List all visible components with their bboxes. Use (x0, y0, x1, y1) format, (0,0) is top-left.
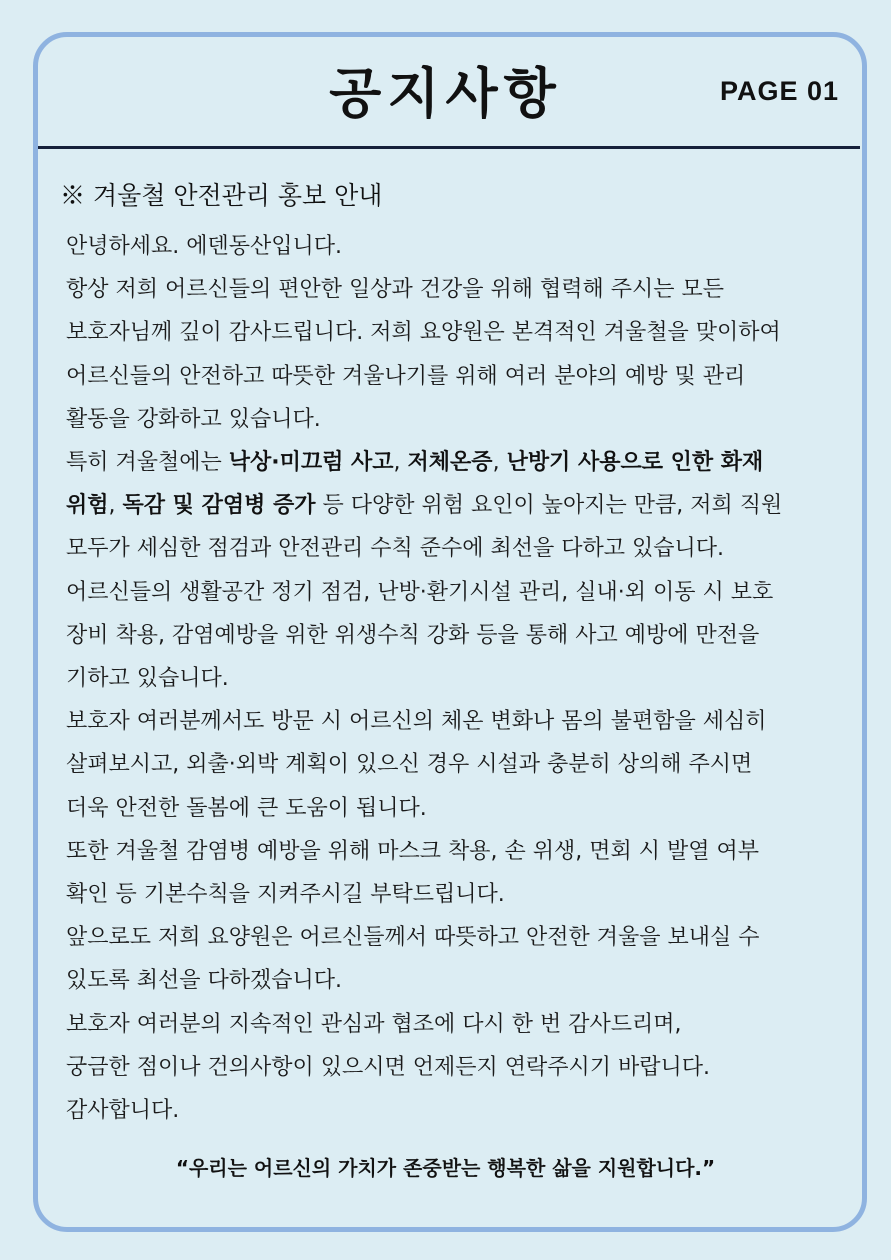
title-divider (38, 146, 860, 149)
body-line: 기하고 있습니다. (66, 666, 229, 692)
body-line: 안녕하세요. 에덴동산입니다. (66, 234, 343, 259)
body-line: 감사합니다. (66, 1098, 180, 1124)
body-line: 앞으로도 저희 요양원은 어르신들께서 따뜻하고 안전한 겨울을 보내실 수 (66, 925, 760, 951)
emphasis-text: 저체온증 (407, 450, 493, 476)
body-line: 항상 저희 어르신들의 편안한 일상과 건강을 위해 협력해 주시는 모든 (66, 277, 724, 303)
body-line: 모두가 세심한 점검과 안전관리 수칙 준수에 최선을 다하고 있습니다. (66, 536, 724, 562)
body-line: 장비 착용, 감염예방을 위한 위생수칙 강화 등을 통해 사고 예방에 만전을 (66, 622, 760, 648)
emphasis-text: 난방기 사용으로 인한 화재 (506, 450, 764, 476)
body-line: 활동을 강화하고 있습니다. (66, 406, 321, 432)
body-line: 확인 등 기본수칙을 지켜주시길 부탁드립니다. (66, 882, 505, 908)
body-line: 또한 겨울철 감염병 예방을 위해 마스크 착용, 손 위생, 면회 시 발열 여부 (66, 838, 759, 864)
emphasis-text: 독감 및 감염병 증가 (122, 493, 316, 519)
emphasis-text: 위험 (66, 493, 109, 519)
emphasis-text: 낙상·미끄럼 사고 (228, 450, 394, 476)
section-title: ※ 겨울철 안전관리 홍보 안내 (60, 181, 383, 210)
body-line: 궁금한 점이나 건의사항이 있으시면 언제든지 연락주시기 바랍니다. (66, 1054, 711, 1080)
body-line: 보호자 여러분께서도 방문 시 어르신의 체온 변화나 몸의 불편함을 세심히 (66, 709, 767, 735)
notice-body (66, 225, 856, 1132)
body-line: 더욱 안전한 돌봄에 큰 도움이 됩니다. (66, 795, 427, 821)
body-line (66, 484, 856, 527)
body-text: , (393, 450, 408, 476)
body-text: , (108, 493, 123, 519)
body-line: 보호자님께 깊이 감사드립니다. 저희 요양원은 본격적인 겨울철을 맞이하여 (66, 320, 781, 346)
footer-quote: “우리는 어르신의 가치가 존중받는 행복한 삶을 지원합니다.” (175, 1156, 716, 1180)
body-line: 보호자 여러분의 지속적인 관심과 협조에 다시 한 번 감사드리며, (66, 1011, 682, 1037)
body-text: 특히 겨울철에는 (66, 450, 229, 476)
body-line: 어르신들의 생활공간 정기 점검, 난방·환기시설 관리, 실내·외 이동 시 보호 (66, 579, 774, 605)
body-line: 있도록 최선을 다하겠습니다. (66, 968, 343, 994)
page-number: PAGE 01 (719, 76, 839, 106)
page-title: 공지사항 (329, 62, 562, 125)
body-line: 살펴보시고, 외출·외박 계획이 있으신 경우 시설과 충분히 상의해 주시면 (66, 752, 753, 778)
body-line (66, 441, 856, 484)
body-line: 어르신들의 안전하고 따뜻한 겨울나기를 위해 여러 분야의 예방 및 관리 (66, 363, 746, 389)
body-text: 등 다양한 위험 요인이 높아지는 만큼, 저희 직원 (315, 493, 783, 519)
body-text: , (492, 450, 507, 476)
